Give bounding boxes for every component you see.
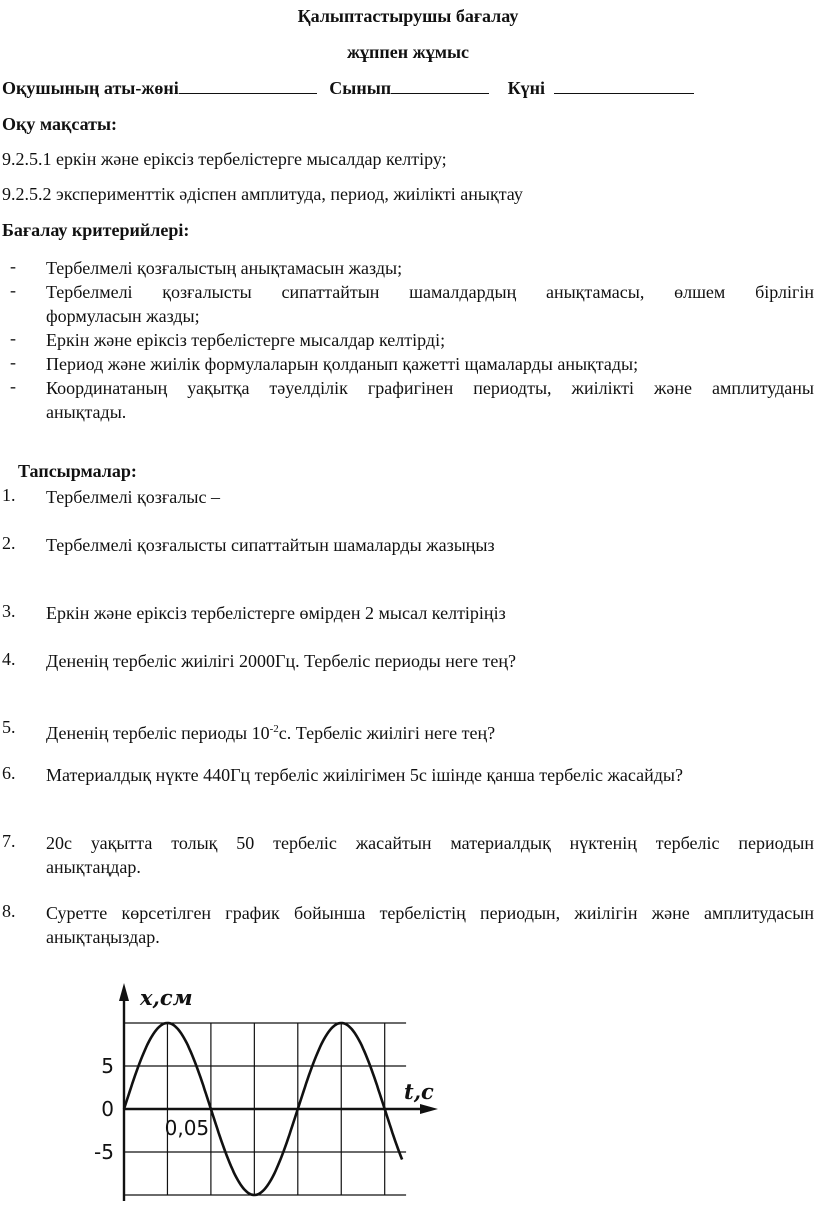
task-text-part: Дененің тербеліс периоды 10: [46, 723, 270, 743]
y-tick-label: 0: [101, 1097, 114, 1121]
student-name-field[interactable]: [179, 79, 317, 94]
criteria-item-continuation: анықтады.: [46, 402, 127, 422]
task-text: Тербелмелі қозғалысты сипаттайтын шамаларды жазыңыз: [46, 535, 495, 555]
task-text-continuation: анықтаңдар.: [46, 857, 141, 877]
task-text: Тербелмелі қозғалыс –: [46, 487, 221, 507]
task-number: 2.: [2, 533, 16, 553]
task-number: 7.: [2, 831, 16, 851]
task-text: Дененің тербеліс жиілігі 2000Гц. Тербеліс периоды неге тең?: [46, 651, 516, 671]
task-text: Суретте көрсетілген график бойынша тербелістің периодын, жиілігін және амплитудасын: [46, 903, 814, 923]
student-info-line: [2, 78, 694, 99]
y-tick-label: -5: [94, 1140, 114, 1164]
criteria-item: Еркін және еріксіз тербелістерге мысалдар келтірді;: [46, 330, 446, 350]
criteria-bullet: -: [10, 256, 16, 276]
task-text: 20с уақытта толық 50 тербеліс жасайтын материалдық нүктенің тербеліс периодын: [46, 833, 814, 853]
y-axis-arrow: [119, 983, 129, 1001]
criteria-bullet: -: [10, 352, 16, 372]
task-number: 3.: [2, 601, 16, 621]
criteria-bullet: -: [10, 376, 16, 396]
criteria-bullet: -: [10, 328, 16, 348]
criteria-item-continuation: формуласын жазды;: [46, 306, 200, 326]
criteria-heading: Бағалау критерийлері:: [2, 220, 190, 240]
objectives-heading: Оқу мақсаты:: [2, 114, 118, 134]
objective-item: 9.2.5.2 эксперименттік әдіспен амплитуда, период, жиілікті анықтау: [2, 184, 523, 204]
task-number: 4.: [2, 649, 16, 669]
criteria-item: Тербелмелі қозғалыстың анықтамасын жазды;: [46, 258, 403, 278]
criteria-item: Тербелмелі қозғалысты сипаттайтын шамалдардың анықтамасы, өлшем бірлігін: [46, 282, 814, 302]
task-text: Материалдық нүкте 440Гц тербеліс жиілігімен 5с ішінде қанша тербеліс жасайды?: [46, 765, 683, 785]
y-tick-label: 5: [101, 1054, 114, 1078]
day-field[interactable]: [554, 79, 694, 94]
page-title: Қалыптастырушы бағалау: [297, 6, 519, 26]
x-axis-arrow: [420, 1104, 438, 1114]
class-field[interactable]: [391, 79, 489, 94]
x-axis-label: t,c: [404, 1079, 434, 1104]
task-exponent: -2: [269, 723, 279, 735]
task-number: 8.: [2, 901, 16, 921]
x-tick-label: 0,05: [164, 1116, 210, 1140]
task-text: Еркін және еріксіз тербелістерге өмірден 2 мысал келтіріңіз: [46, 603, 506, 623]
student-name-label: Оқушының аты-жөні: [2, 78, 179, 98]
criteria-bullet: -: [10, 280, 16, 300]
class-label: Сынып: [329, 78, 392, 98]
criteria-item: Координатаның уақытқа тәуелділік графигінен периодты, жиілікті және амплитуданы: [46, 378, 814, 398]
page-subtitle: жұппен жұмыс: [346, 42, 469, 62]
task-number: 1.: [2, 485, 16, 505]
tasks-heading: Тапсырмалар:: [18, 461, 137, 481]
objective-item: 9.2.5.1 еркін және еріксіз тербелістерге мысалдар келтіру;: [2, 149, 447, 169]
task-number: 5.: [2, 717, 16, 737]
day-label: Күні: [507, 78, 546, 98]
oscillation-graph: [94, 975, 458, 1215]
task-number: 6.: [2, 763, 16, 783]
criteria-item: Период және жиілік формулаларын қолданып қажетті щамаларды анықтады;: [46, 354, 639, 374]
y-axis-label: x,см: [140, 985, 193, 1010]
task-text-continuation: анықтаңыздар.: [46, 927, 160, 947]
task-text: [46, 717, 814, 745]
task-text-part: с. Тербеліс жиілігі неге тең?: [278, 723, 496, 743]
